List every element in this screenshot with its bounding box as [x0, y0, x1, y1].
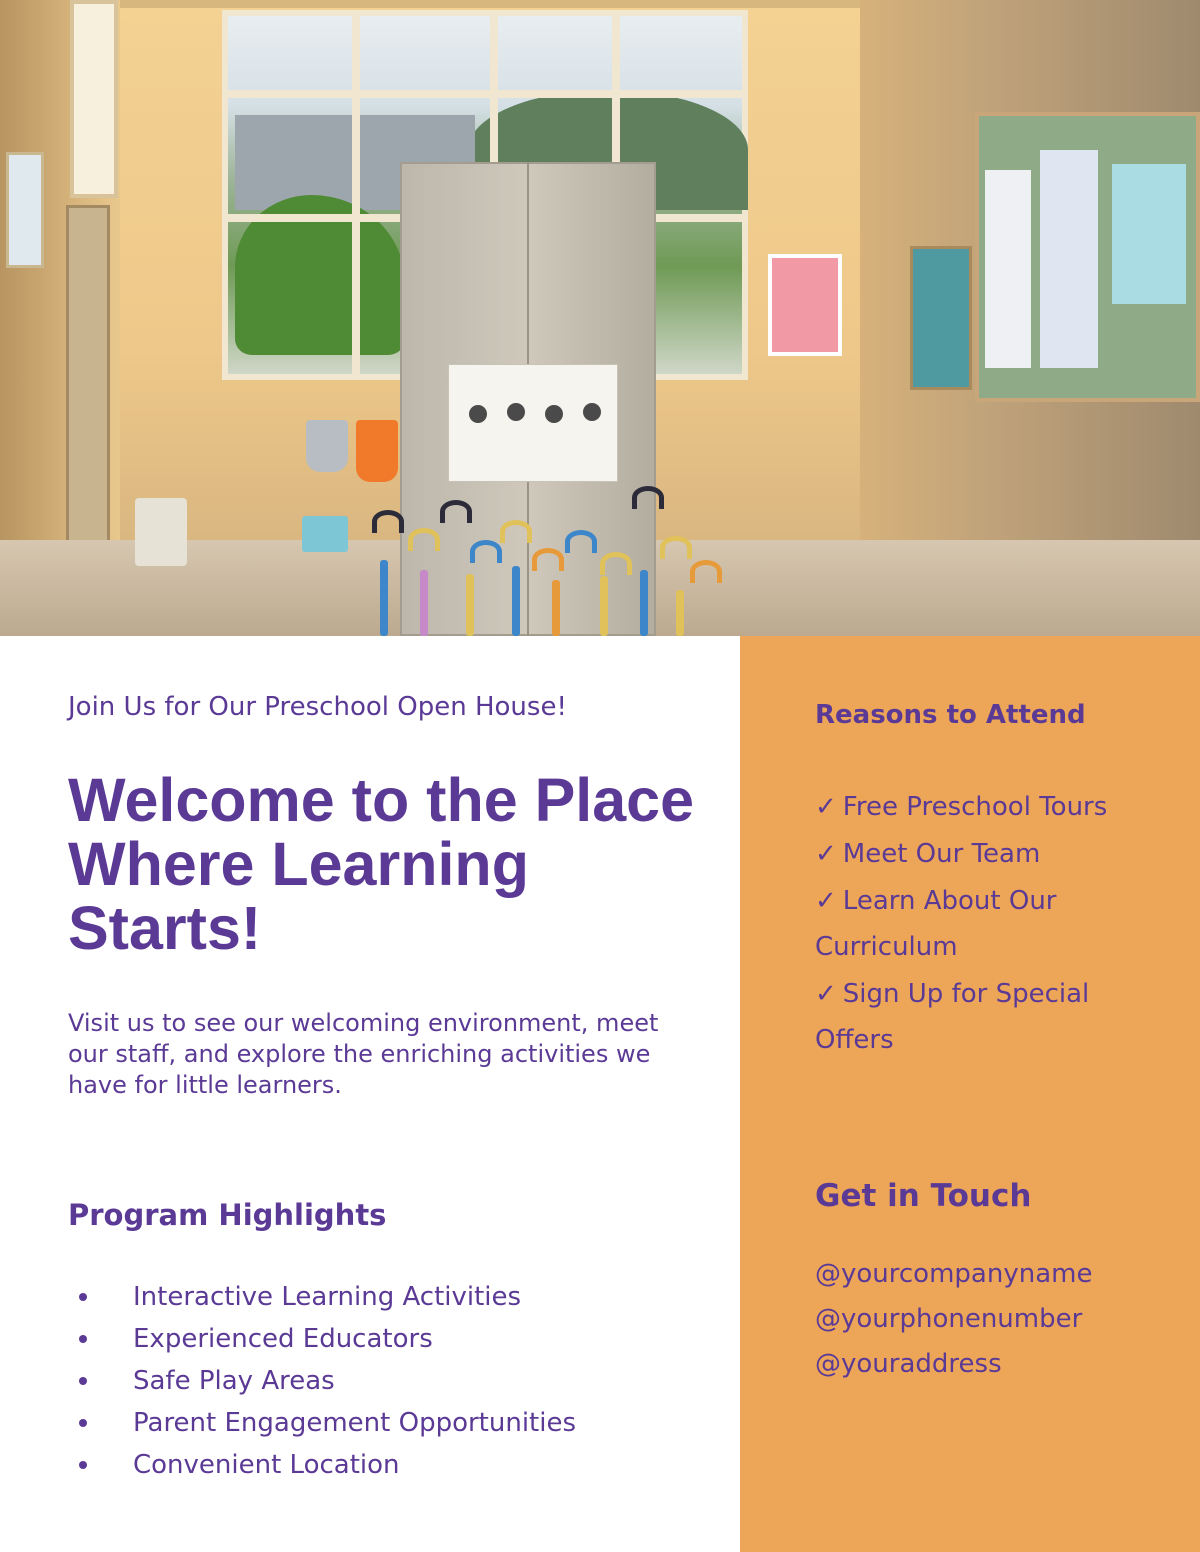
- checkmark-icon: ✓: [815, 979, 837, 1009]
- bulletin-paper-icon: [1040, 150, 1098, 368]
- contact-phone: @yourphonenumber: [815, 1304, 1083, 1334]
- window-mullion: [352, 10, 360, 380]
- wall-art-icon: [768, 254, 842, 356]
- reason-item: [815, 831, 1115, 878]
- umbrella-icon: [408, 528, 440, 551]
- highlight-label: Safe Play Areas: [133, 1366, 335, 1396]
- bullet-icon: [79, 1293, 87, 1301]
- umbrella-icon: [600, 576, 608, 636]
- reason-item: [815, 971, 1115, 1064]
- dustpan-icon: [306, 420, 348, 472]
- highlight-label: Experienced Educators: [133, 1324, 433, 1354]
- umbrella-icon: [466, 574, 474, 636]
- event-tagline: Join Us for Our Preschool Open House!: [68, 692, 567, 722]
- highlight-item: [68, 1402, 708, 1444]
- umbrella-icon: [632, 486, 664, 509]
- reason-label: Learn About Our Curriculum: [815, 886, 1057, 962]
- highlight-item: [68, 1360, 708, 1402]
- locker-poster-icon: [448, 364, 618, 482]
- checkmark-icon: ✓: [815, 839, 837, 869]
- reason-label: Free Preschool Tours: [842, 792, 1108, 822]
- contact-heading: Get in Touch: [815, 1178, 1032, 1214]
- umbrella-icon: [420, 570, 428, 636]
- hero-left-window: [70, 0, 118, 198]
- umbrella-icon: [565, 530, 597, 553]
- bulletin-paper-icon: [1112, 164, 1186, 304]
- umbrella-icon: [532, 548, 564, 571]
- umbrella-icon: [660, 536, 692, 559]
- bucket-icon: [135, 498, 187, 566]
- basin-icon: [302, 516, 348, 552]
- reasons-heading: Reasons to Attend: [815, 700, 1086, 730]
- highlight-item: [68, 1276, 708, 1318]
- window-mullion: [222, 90, 748, 98]
- umbrella-icon: [380, 560, 388, 636]
- checkmark-icon: ✓: [815, 792, 837, 822]
- umbrella-icon: [690, 560, 722, 583]
- sidebar: [740, 636, 1200, 1552]
- umbrella-icon: [500, 520, 532, 543]
- bulletin-paper-icon: [985, 170, 1031, 368]
- umbrella-icon: [552, 580, 560, 636]
- contact-list: [815, 1252, 1092, 1387]
- intro-paragraph: Visit us to see our welcoming environment, meet our staff, and explore the enriching activities we have for little learners.: [68, 1009, 659, 1099]
- notice-board-icon: [910, 246, 972, 390]
- bullet-icon: [79, 1377, 87, 1385]
- bullet-icon: [79, 1461, 87, 1469]
- highlight-item: [68, 1444, 708, 1486]
- highlights-list: [68, 1276, 708, 1486]
- hero-photo: [0, 0, 1200, 636]
- umbrella-icon: [470, 540, 502, 563]
- page-headline: Welcome to the Place Where Learning Starts!: [68, 766, 695, 962]
- umbrella-icon: [600, 552, 632, 575]
- bullet-icon: [79, 1335, 87, 1343]
- highlight-label: Convenient Location: [133, 1450, 400, 1480]
- reason-item: [815, 878, 1115, 971]
- umbrella-icon: [372, 510, 404, 533]
- wall-picture-icon: [6, 152, 44, 268]
- highlight-item: [68, 1318, 708, 1360]
- dustpan-icon: [356, 420, 398, 482]
- highlight-label: Interactive Learning Activities: [133, 1282, 522, 1312]
- main-content: [0, 636, 740, 1552]
- umbrella-icon: [676, 590, 684, 636]
- umbrella-icon: [640, 570, 648, 636]
- hero-left-door: [66, 205, 110, 581]
- reason-label: Sign Up for Special Offers: [815, 979, 1090, 1055]
- reason-label: Meet Our Team: [842, 839, 1041, 869]
- contact-company: @yourcompanyname: [815, 1259, 1093, 1289]
- bullet-icon: [79, 1419, 87, 1427]
- checkmark-icon: ✓: [815, 886, 837, 916]
- highlights-heading: Program Highlights: [68, 1198, 387, 1232]
- umbrella-icon: [512, 566, 520, 636]
- contact-address: @youraddress: [815, 1349, 1002, 1379]
- reasons-list: [815, 784, 1115, 1064]
- highlight-label: Parent Engagement Opportunities: [133, 1408, 577, 1438]
- umbrella-icon: [440, 500, 472, 523]
- reason-item: [815, 784, 1115, 831]
